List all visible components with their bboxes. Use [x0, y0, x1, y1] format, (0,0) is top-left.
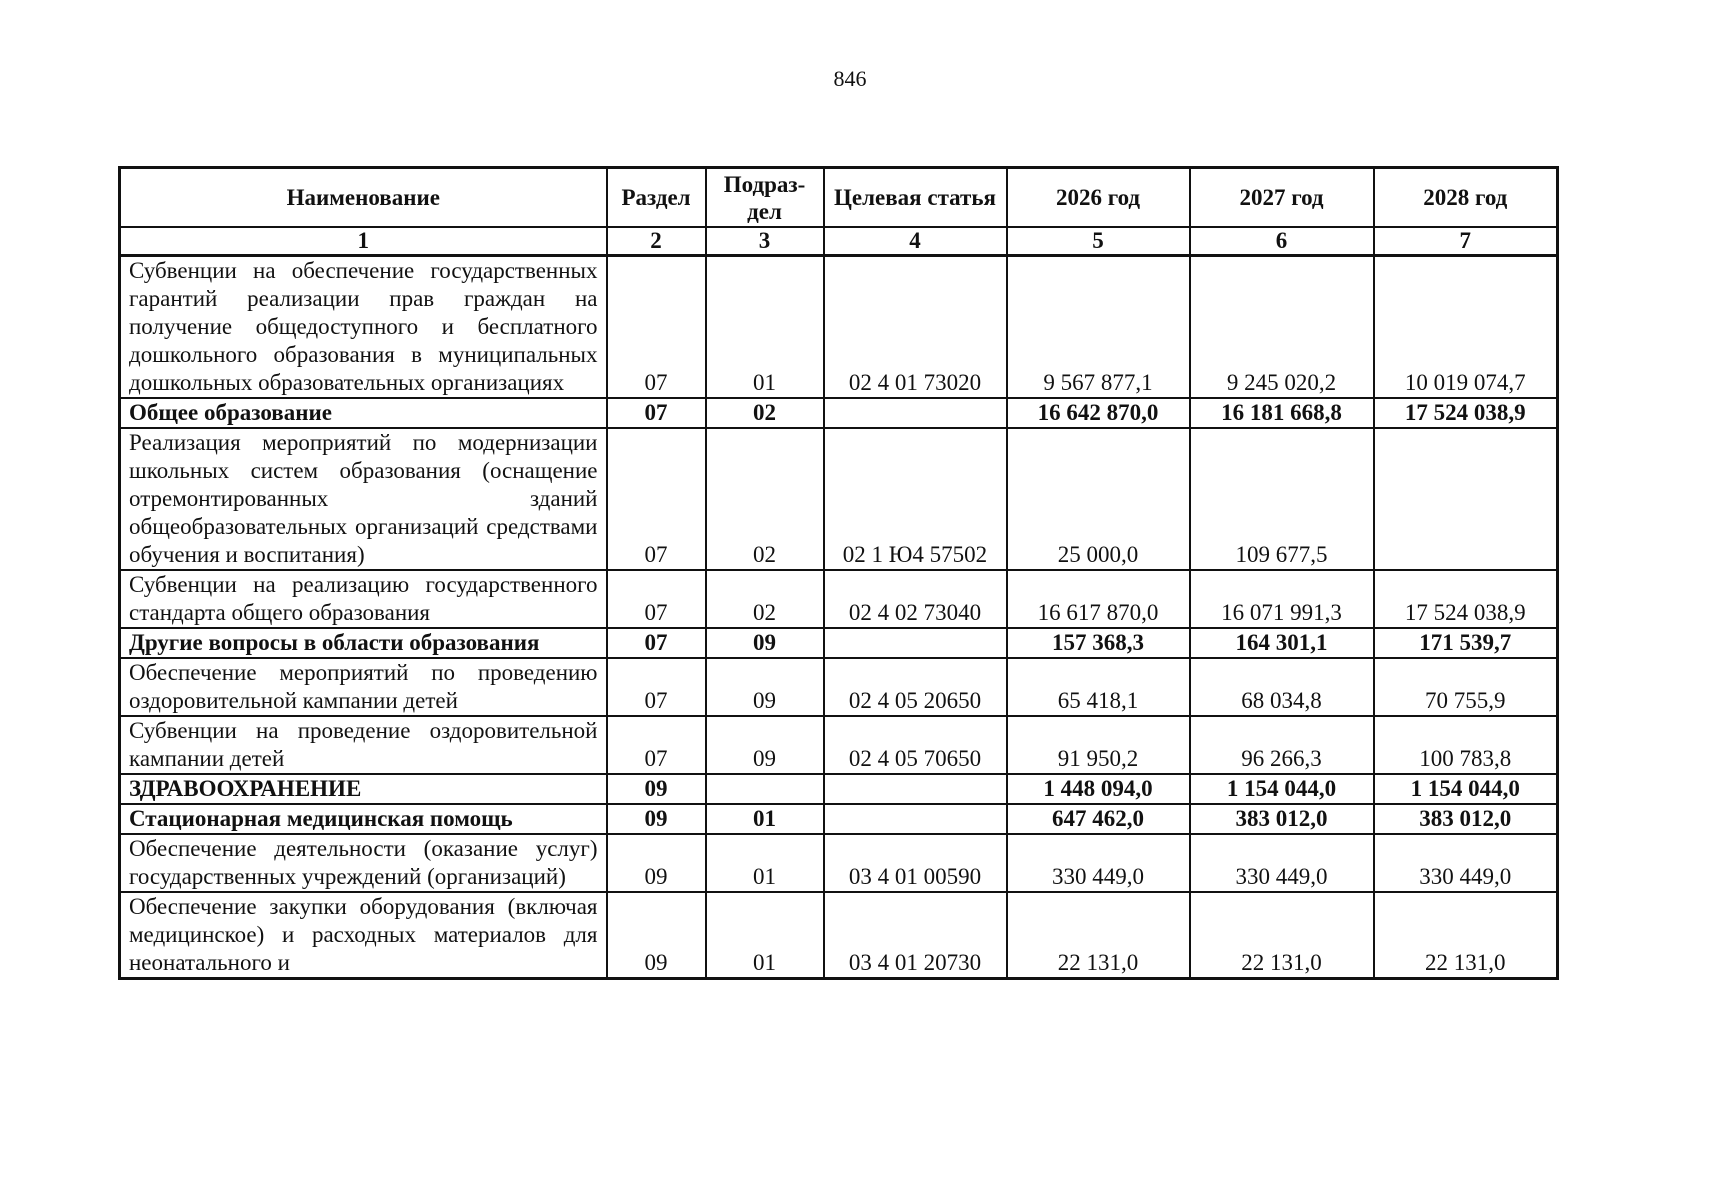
cell-podrazdel: 02: [706, 570, 824, 628]
cell-2027: 109 677,5: [1190, 428, 1374, 570]
table-row: [120, 256, 1558, 399]
cell-podrazdel: 09: [706, 658, 824, 716]
column-number: 2: [607, 227, 706, 256]
cell-2028: 171 539,7: [1374, 628, 1558, 658]
cell-statya: 03 4 01 20730: [824, 892, 1007, 979]
cell-2027: 96 266,3: [1190, 716, 1374, 774]
cell-2027: 9 245 020,2: [1190, 256, 1374, 399]
table-row: [120, 774, 1558, 804]
cell-razdel: 07: [607, 256, 706, 399]
cell-statya: 03 4 01 00590: [824, 834, 1007, 892]
cell-razdel: 07: [607, 658, 706, 716]
cell-podrazdel: 09: [706, 716, 824, 774]
cell-podrazdel: 01: [706, 804, 824, 834]
column-number: 4: [824, 227, 1007, 256]
cell-2028: 22 131,0: [1374, 892, 1558, 979]
cell-razdel: 09: [607, 774, 706, 804]
cell-2026: 91 950,2: [1007, 716, 1190, 774]
cell-2026: 22 131,0: [1007, 892, 1190, 979]
cell-name: ЗДРАВООХРАНЕНИЕ: [120, 774, 607, 804]
cell-podrazdel: 02: [706, 428, 824, 570]
header-name: Наименование: [120, 168, 607, 228]
cell-razdel: 07: [607, 628, 706, 658]
cell-podrazdel: [706, 774, 824, 804]
cell-razdel: 09: [607, 892, 706, 979]
cell-statya: 02 4 01 73020: [824, 256, 1007, 399]
cell-razdel: 07: [607, 570, 706, 628]
cell-statya: 02 1 Ю4 57502: [824, 428, 1007, 570]
cell-2028: 330 449,0: [1374, 834, 1558, 892]
cell-statya: [824, 398, 1007, 428]
cell-2026: 25 000,0: [1007, 428, 1190, 570]
header-razdel: Раздел: [607, 168, 706, 228]
budget-table: [118, 166, 1559, 980]
page-number: 846: [833, 66, 867, 91]
cell-2028: 100 783,8: [1374, 716, 1558, 774]
cell-2026: 65 418,1: [1007, 658, 1190, 716]
cell-statya: 02 4 02 73040: [824, 570, 1007, 628]
table-row: [120, 428, 1558, 570]
cell-name: Субвенции на обеспечение государственных гарантий реализации прав граждан на получение общедоступного и бесплатного дошкольного образования в муниципальных дошкольных образовательных организациях: [120, 256, 607, 399]
cell-2028: [1374, 428, 1558, 570]
cell-podrazdel: 01: [706, 834, 824, 892]
cell-name: Реализация мероприятий по модернизации школьных систем образования (оснащение отремонтированных зданий общеобразовательных организаций средствами обучения и воспитания): [120, 428, 607, 570]
cell-podrazdel: 02: [706, 398, 824, 428]
cell-2027: 68 034,8: [1190, 658, 1374, 716]
cell-2026: 157 368,3: [1007, 628, 1190, 658]
header-2026: 2026 год: [1007, 168, 1190, 228]
cell-2028: 17 524 038,9: [1374, 570, 1558, 628]
table-row: [120, 398, 1558, 428]
cell-razdel: 09: [607, 804, 706, 834]
table-row: [120, 834, 1558, 892]
cell-name: Обеспечение деятельности (оказание услуг) государственных учреждений (организаций): [120, 834, 607, 892]
cell-statya: [824, 628, 1007, 658]
cell-name: Стационарная медицинская помощь: [120, 804, 607, 834]
cell-2027: 330 449,0: [1190, 834, 1374, 892]
cell-2026: 9 567 877,1: [1007, 256, 1190, 399]
cell-name: Общее образование: [120, 398, 607, 428]
cell-2027: 22 131,0: [1190, 892, 1374, 979]
header-row: [120, 168, 1558, 228]
cell-statya: 02 4 05 70650: [824, 716, 1007, 774]
cell-2028: 17 524 038,9: [1374, 398, 1558, 428]
cell-razdel: 07: [607, 716, 706, 774]
cell-2026: 330 449,0: [1007, 834, 1190, 892]
cell-razdel: 09: [607, 834, 706, 892]
cell-podrazdel: 01: [706, 892, 824, 979]
table-row: [120, 628, 1558, 658]
cell-2027: 1 154 044,0: [1190, 774, 1374, 804]
cell-2026: 16 642 870,0: [1007, 398, 1190, 428]
column-number: 3: [706, 227, 824, 256]
cell-2027: 16 181 668,8: [1190, 398, 1374, 428]
cell-2028: 383 012,0: [1374, 804, 1558, 834]
header-2027: 2027 год: [1190, 168, 1374, 228]
table-row: [120, 892, 1558, 979]
cell-name: Обеспечение закупки оборудования (включая медицинское) и расходных материалов для неонатального и: [120, 892, 607, 979]
column-number: 1: [120, 227, 607, 256]
cell-statya: 02 4 05 20650: [824, 658, 1007, 716]
cell-2028: 1 154 044,0: [1374, 774, 1558, 804]
column-number: 6: [1190, 227, 1374, 256]
header-podrazdel: Подраз-дел: [706, 168, 824, 228]
header-statya: Целевая статья: [824, 168, 1007, 228]
table-row: [120, 716, 1558, 774]
cell-podrazdel: 09: [706, 628, 824, 658]
cell-2027: 383 012,0: [1190, 804, 1374, 834]
cell-2028: 70 755,9: [1374, 658, 1558, 716]
cell-2026: 16 617 870,0: [1007, 570, 1190, 628]
cell-2027: 164 301,1: [1190, 628, 1374, 658]
header-2028: 2028 год: [1374, 168, 1558, 228]
cell-name: Субвенции на реализацию государственного стандарта общего образования: [120, 570, 607, 628]
column-number-row: [120, 227, 1558, 256]
cell-name: Другие вопросы в области образования: [120, 628, 607, 658]
column-number: 7: [1374, 227, 1558, 256]
cell-razdel: 07: [607, 398, 706, 428]
cell-2027: 16 071 991,3: [1190, 570, 1374, 628]
table-row: [120, 658, 1558, 716]
cell-name: Субвенции на проведение оздоровительной кампании детей: [120, 716, 607, 774]
table-row: [120, 570, 1558, 628]
cell-razdel: 07: [607, 428, 706, 570]
cell-podrazdel: 01: [706, 256, 824, 399]
column-number: 5: [1007, 227, 1190, 256]
cell-name: Обеспечение мероприятий по проведению оздоровительной кампании детей: [120, 658, 607, 716]
cell-statya: [824, 804, 1007, 834]
cell-2026: 647 462,0: [1007, 804, 1190, 834]
cell-statya: [824, 774, 1007, 804]
table-row: [120, 804, 1558, 834]
cell-2026: 1 448 094,0: [1007, 774, 1190, 804]
cell-2028: 10 019 074,7: [1374, 256, 1558, 399]
